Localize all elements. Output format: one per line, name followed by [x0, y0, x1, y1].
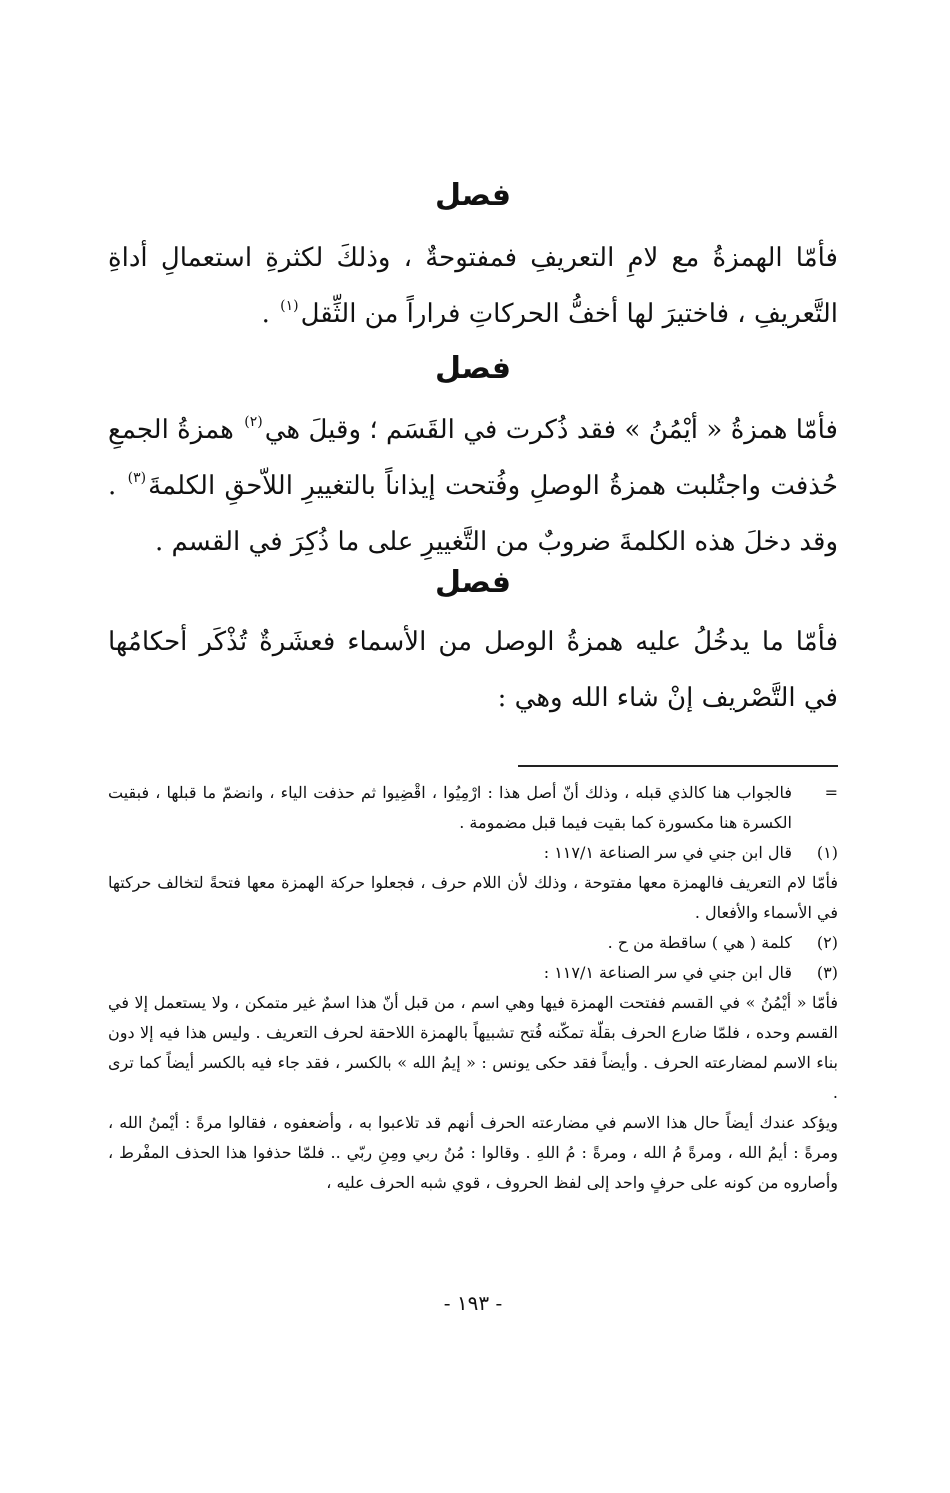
footnote-ref-3[interactable]: (٣) [127, 470, 147, 486]
footnote-ref-2[interactable]: (٢) [244, 414, 263, 430]
footnote-number-2: (٢) [816, 933, 838, 952]
footnote-body: فأمّا لام التعريف فالهمزة معها مفتوحة ، وذلك لأن اللام حرف ، فجعلوا حركة الهمزة معها فتحةً لتخالف حركتها في الأسماء والأفعال . [108, 873, 838, 922]
footnote-heading: قال ابن جني في سر الصناعة ١١٧/١ : [543, 843, 792, 862]
section-title-2: فصل [435, 351, 511, 386]
footnote-number-3: (٣) [816, 963, 838, 982]
paragraph-text: فأمّا همزةُ « أيْمُنُ » فقد ذُكرت في القَسَم ؛ وقيلَ هي [264, 415, 838, 445]
section-title-1: فصل [435, 178, 511, 213]
paragraph-text: . [261, 299, 279, 329]
paragraph-text: همزةُ الجمعِ حُذفت واجتُلبت همزةُ الوصلِ وفُتحت إيذاناً بالتغييرِ اللاّحقِ الكلمةَ [108, 415, 838, 501]
page-number: - ١٩٣ - [443, 1291, 503, 1315]
footnote-continuation [108, 778, 838, 838]
paragraph-text: فأمّا الهمزةُ مع لامِ التعريفِ فمفتوحةٌ ، وذلكَ لكثرةِ استعمالِ أداةِ التَّعريفِ ، فاختيرَ لها أخفُّ الحركاتِ فراراً من الثِّقل [108, 243, 838, 329]
section-paragraph-2 [108, 402, 838, 570]
book-page [108, 0, 838, 1493]
footnote-body: فأمّا « أيْمُنُ » في القسم ففتحت الهمزة فيها وهي اسم ، من قبل أنّ هذا اسمٌ غير متمكن ، ولا يستعمل إلا في القسم وحده ، فلمّا ضارع الحرف بقلّة تمكّنه فُتح تشبيهاً بالهمزة اللاحقة لحرف التعريف . وليس هذا فيه إلا دون بناء الاسم لمضارعته الحرف . وأيضاً فقد حكى يونس : « إيمُ الله » بالكسر ، فقد جاء فيه بالكسر أيضاً كما ترى . [108, 993, 838, 1102]
section-title-3: فصل [435, 565, 511, 600]
footnote-number-1: (١) [816, 843, 838, 862]
section-paragraph-1 [108, 230, 838, 342]
footnote-3 [108, 958, 838, 988]
footnote-1 [108, 838, 838, 868]
footnotes-area [108, 778, 838, 1198]
paragraph-text: . وقد دخلَ هذه الكلمةَ ضروبٌ من التَّغييرِ على ما ذُكِرَ في القسم . [108, 471, 838, 557]
section-paragraph-3 [108, 614, 838, 726]
footnote-heading: قال ابن جني في سر الصناعة ١١٧/١ : [543, 963, 792, 982]
footnote-separator [518, 765, 838, 767]
footnote-ref-1[interactable]: (١) [280, 298, 299, 314]
footnote-text: كلمة ( هي ) ساقطة من ح . [607, 933, 792, 952]
paragraph-text: فأمّا ما يدخُلُ عليه همزةُ الوصل من الأسماء فعشَرةٌ تُذْكَر أحكامُها في التَّصْريف إنْ شاء الله وهي : [108, 627, 838, 713]
footnote-body: ويؤكد عندك أيضاً حال هذا الاسم في مضارعته الحرف أنهم قد تلاعبوا به ، وأضعفوه ، فقالوا مرةً : أيْمنُ الله ، ومرةً : أيمُ الله ، ومرةً مُ الله ، ومرةً : مُ اللهِ . وقالوا : مُنُ ربي ومِنِ ربّي .. فلمّا حذفوا هذا الحذف المفْرط ، وأصاروه من كونه على حرفٍ واحد إلى لفظ الحروف ، قوي شبه الحرف عليه ، [108, 1113, 839, 1192]
footnote-text: فالجواب هنا كالذي قبله ، وذلك أنّ أصل هذا : ارْمِيُوا ، اقْضِيوا ثم حذفت الياء ، وانضمّ ما قبلها ، فبقيت الكسرة هنا مكسورة كما بقيت فيما قبل مضمومة . [108, 783, 792, 832]
footnote-2 [108, 928, 838, 958]
continuation-marker: = [824, 783, 838, 802]
